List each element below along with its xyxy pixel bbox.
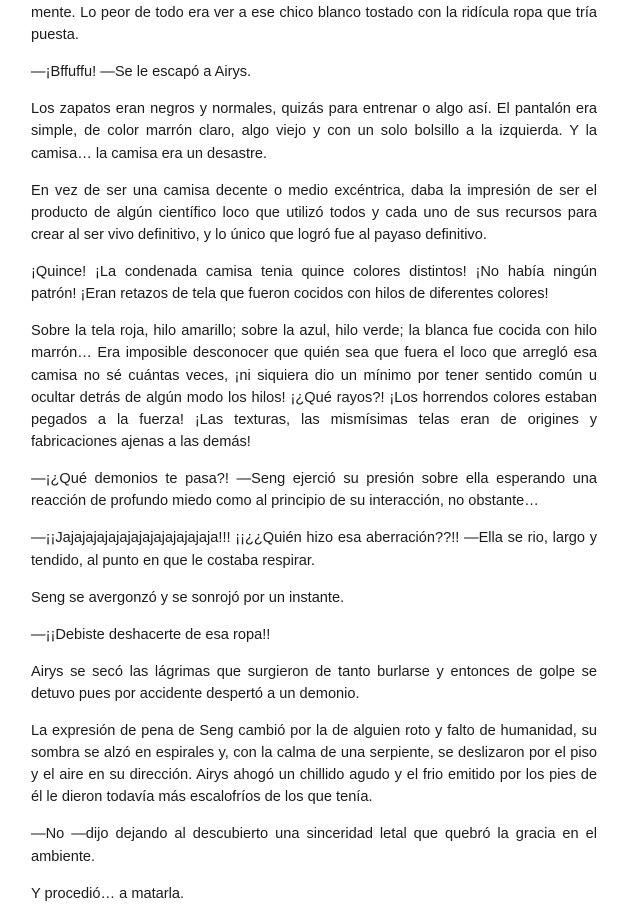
paragraph-2: —¡Bffuffu! —Se le escapó a Airys.	[31, 64, 252, 81]
paragraph-14: Y procedió… a matarla.	[31, 885, 185, 902]
paragraph-12: La expresión de pena de Seng cambió por la de alguien roto y falto de humanidad, su sombra se alzó en espirales y, con la calma de una serpiente, se deslizaron por el piso y el aire en su dirección. Airys ahogó un chillido agudo y el frio emitido por los pies de él le dieron todavía más escalofríos de los que tenía.	[31, 722, 597, 806]
paragraph-4: En vez de ser una camisa decente o medio excéntrica, daba la impresión de ser el producto de algún científico loco que utilizó todos y cada uno de sus recursos para crear al ser vivo definitivo, y lo único que logró fue al payaso definitivo.	[31, 182, 597, 244]
paragraph-7: —¡¿Qué demonios te pasa?! —Seng ejerció su presión sobre ella esperando una reacción de profundo miedo como al principio de su interacción, no obstante…	[31, 471, 597, 510]
document-page	[31, 2, 597, 920]
paragraph-5: ¡Quince! ¡La condenada camisa tenia quince colores distintos! ¡No había ningún patrón! ¡Eran retazos de tela que fueron cocidos con hilos de diferentes colores!	[31, 264, 597, 303]
paragraph-9: Seng se avergonzó y se sonrojó por un instante.	[31, 589, 345, 606]
paragraph-13: —No —dijo dejando al descubierto una sinceridad letal que quebró la gracia en el ambiente.	[31, 826, 597, 865]
paragraph-11: Airys se secó las lágrimas que surgieron de tanto burlarse y entonces de golpe se detuvo pues por accidente despertó a un demonio.	[31, 663, 597, 702]
paragraph-10: —¡¡Debiste deshacerte de esa ropa!!	[31, 626, 271, 643]
paragraph-8: —¡¡Jajajajajajajajajajajajajaja!!! ¡¡¿¿Quién hizo esa aberración??!! —Ella se rio, largo y tendido, al punto en que le costaba respirar.	[31, 530, 597, 569]
paragraph-3: Los zapatos eran negros y normales, quizás para entrenar o algo así. El pantalón era simple, de color marrón claro, algo viejo y con un solo bolsillo a la izquierda. Y la camisa… la camisa era un desastre.	[31, 101, 597, 162]
paragraph-6: Sobre la tela roja, hilo amarillo; sobre la azul, hilo verde; la blanca fue cocida con hilo marrón… Era imposible desconocer que quién sea que fuera el loco que arregló esa camisa no sé cuántas veces, ¡ni siquiera dio un mínimo por tener sentido común u ocultar detrás de algún modo los hilos! ¡¿Qué rayos?! ¡Los horrendos colores estaban pegados a la fuerza! ¡Las texturas, las mismísimas telas eran de origines y fabricaciones ajenas a las demás!	[31, 323, 597, 451]
paragraph-1: mente. Lo peor de todo era ver a ese chico blanco tostado con la ridícula ropa que tría puesta.	[31, 5, 597, 44]
